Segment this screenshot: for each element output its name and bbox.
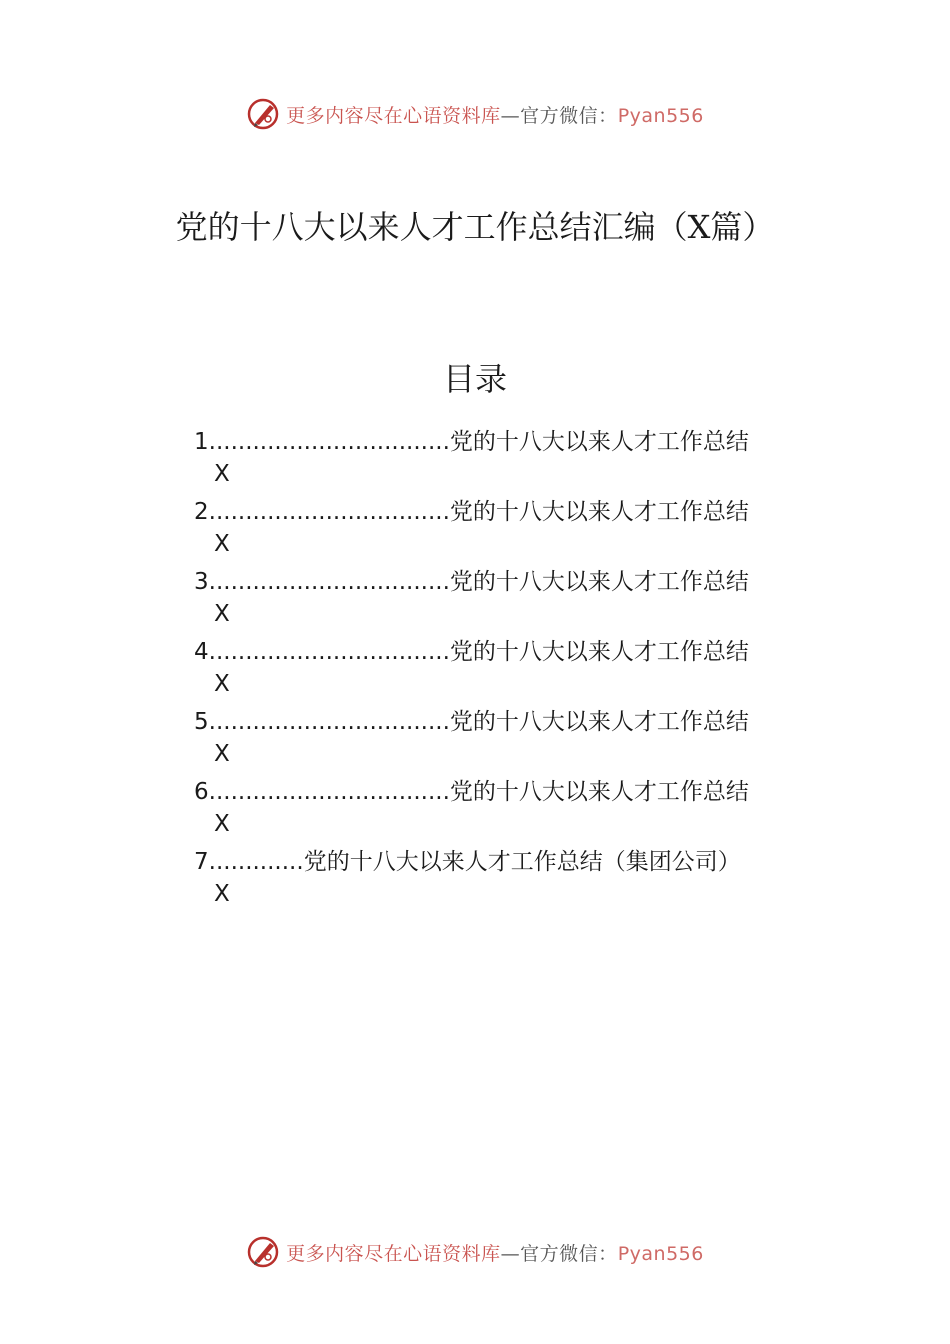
- toc-entry-5[interactable]: [194, 704, 814, 774]
- header-banner: [0, 94, 950, 134]
- footer-site-name: 更多内容尽在心语资料库: [286, 1242, 501, 1265]
- footer-banner: [0, 1232, 950, 1272]
- toc-leader: 3.................................: [194, 569, 450, 595]
- header-wechat-id: Pyan556: [617, 104, 704, 127]
- footer-wechat-label: 官方微信：: [520, 1242, 618, 1265]
- toc-heading: 目录: [442, 360, 507, 398]
- toc-page-number: X: [214, 881, 230, 907]
- toc-entry-4[interactable]: [194, 634, 814, 704]
- footer-banner-text: [286, 1239, 704, 1266]
- header-banner-text: [286, 101, 704, 128]
- toc-entry-2[interactable]: [194, 494, 814, 564]
- toc-entry-text: 党的十八大以来人才工作总结: [449, 569, 749, 595]
- toc-entry-text: 党的十八大以来人才工作总结（集团公司）: [303, 849, 741, 875]
- toc-entry-3[interactable]: [194, 564, 814, 634]
- header-separator: —: [500, 104, 521, 127]
- toc-leader: 5.................................: [194, 709, 450, 735]
- toc-leader: 4.................................: [194, 639, 450, 665]
- toc-entry-text: 党的十八大以来人才工作总结: [449, 709, 749, 735]
- pen-logo-icon: [246, 1235, 280, 1269]
- toc-entry-text: 党的十八大以来人才工作总结: [449, 429, 749, 455]
- toc-page-number: X: [214, 531, 230, 557]
- toc-leader: 7.............: [194, 849, 304, 875]
- table-of-contents: [194, 424, 814, 914]
- toc-page-number: X: [214, 811, 230, 837]
- toc-page-number: X: [214, 671, 230, 697]
- toc-entry-6[interactable]: [194, 774, 814, 844]
- toc-entry-text: 党的十八大以来人才工作总结: [449, 499, 749, 525]
- toc-page-number: X: [214, 601, 230, 627]
- toc-leader: 1.................................: [194, 429, 450, 455]
- toc-entry-text: 党的十八大以来人才工作总结: [449, 639, 749, 665]
- document-title: 党的十八大以来人才工作总结汇编（X篇）: [175, 208, 775, 246]
- pen-logo-icon: [246, 97, 280, 131]
- header-site-name: 更多内容尽在心语资料库: [286, 104, 501, 127]
- toc-leader: 2.................................: [194, 499, 450, 525]
- footer-separator: —: [500, 1242, 521, 1265]
- footer-wechat-id: Pyan556: [617, 1242, 704, 1265]
- toc-entry-1[interactable]: [194, 424, 814, 494]
- toc-entry-text: 党的十八大以来人才工作总结: [449, 779, 749, 805]
- toc-page-number: X: [214, 461, 230, 487]
- toc-leader: 6.................................: [194, 779, 450, 805]
- toc-page-number: X: [214, 741, 230, 767]
- toc-entry-7[interactable]: [194, 844, 814, 914]
- header-wechat-label: 官方微信：: [520, 104, 618, 127]
